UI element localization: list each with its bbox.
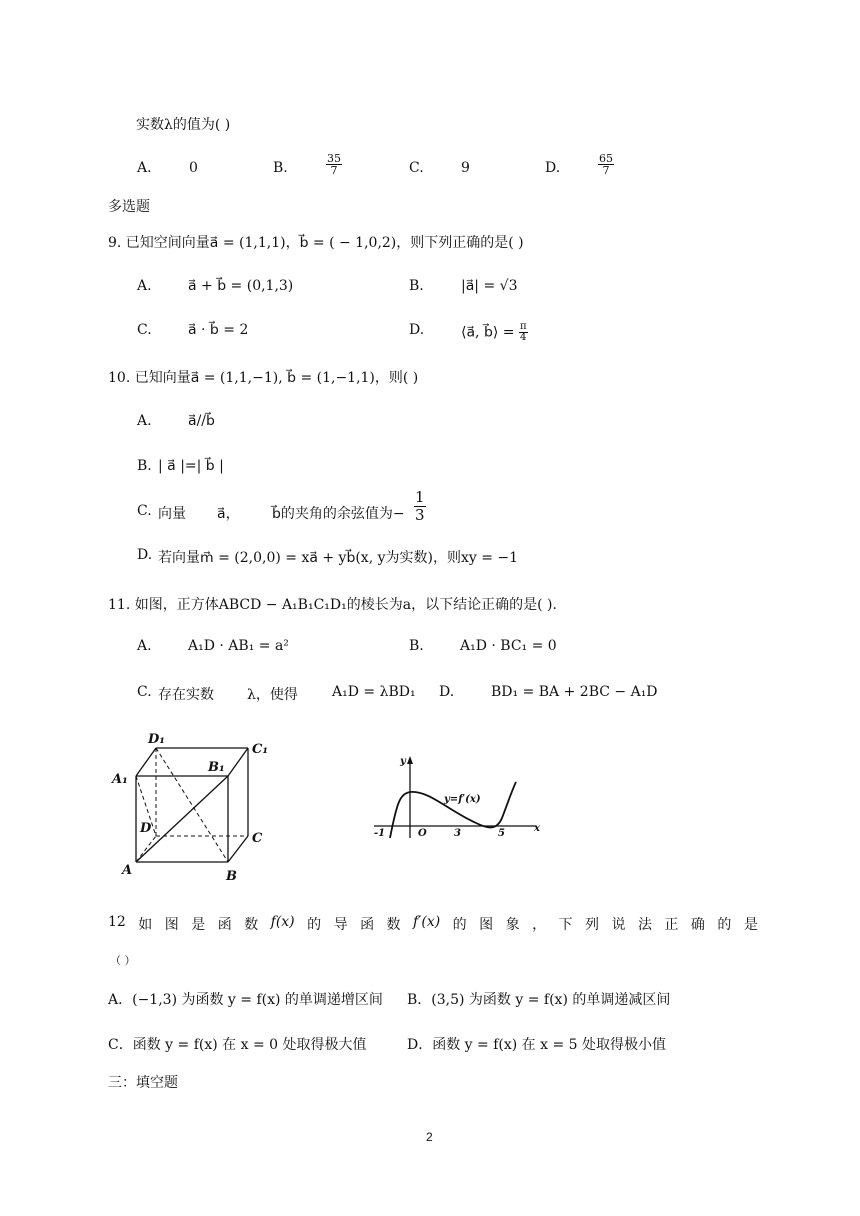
cube-label-c: C <box>252 831 263 846</box>
q12-stem-part: 的 <box>307 917 322 933</box>
graph-label-3: 3 <box>454 828 461 839</box>
derivative-graph <box>370 752 550 842</box>
q12-stem-part: 数 <box>244 917 259 933</box>
q11-option-b-label: B. <box>409 638 424 654</box>
q11-option-a-text: A₁D · AB₁ = a² <box>188 638 289 654</box>
q12-stem-part: 函 <box>360 917 375 933</box>
q12-stem-part: 的 <box>717 917 732 933</box>
q11-option-d-label: D. <box>439 684 455 700</box>
q12-stem-part: 确 <box>690 917 705 933</box>
q9-d-angle: ⟨a⃗, b⃗⟩ = <box>461 324 515 341</box>
q8-option-c-value: 9 <box>461 160 470 176</box>
q10-stem: 10. 已知向量a⃗ = (1,1,−1), b⃗ = (1,−1,1)，则( ) <box>108 370 419 386</box>
q12-option-a: A．(−1,3) 为函数 y = f(x) 的单调递增区间 <box>108 992 383 1008</box>
q10-option-d-text: 若向量m⃗ = (2,0,0) = xa⃗ + yb⃗(x, y为实数)，则xy = −1 <box>158 550 519 566</box>
q11-stem: 11. 如图，正方体ABCD − A₁B₁C₁D₁的棱长为a，以下结论正确的是( ). <box>108 597 557 613</box>
graph-label-x: x <box>534 823 540 834</box>
q8-stem-tail: 实数λ的值为( ) <box>136 117 231 133</box>
q10-option-d-label: D. <box>137 547 153 563</box>
q9-d-denominator: 4 <box>520 332 527 343</box>
q11-option-c-text1: 存在实数 <box>158 687 214 703</box>
q9-option-a-label: A. <box>137 278 152 294</box>
cube-label-a1: A₁ <box>112 772 128 787</box>
q8-option-b-fraction <box>326 153 342 176</box>
q12-stem <box>108 914 758 934</box>
y-axis-arrow <box>407 756 413 764</box>
cube-label-b1: B₁ <box>208 760 225 775</box>
page-number: 2 <box>426 1130 433 1144</box>
q8-d-numerator: 65 <box>599 152 613 165</box>
q10-option-c-label: C. <box>137 503 152 519</box>
q11-option-d-text: BD₁ = BA + 2BC − A₁D <box>491 684 658 700</box>
q10-c-fraction <box>414 489 426 524</box>
q8-b-numerator: 35 <box>327 152 341 165</box>
q8-option-b-label: B. <box>273 160 288 176</box>
cube-label-d1: D₁ <box>148 732 165 747</box>
q12-stem-part: 下 <box>558 917 573 933</box>
q9-option-c-label: C. <box>137 322 152 338</box>
q10-option-b-text: | a⃗ |=| b⃗ | <box>158 458 224 474</box>
q8-option-a-label: A. <box>137 160 152 176</box>
q11-option-c-text3: A₁D = λBD₁ <box>332 684 416 700</box>
cube-figure <box>108 726 288 886</box>
q12-stem-part: 的 <box>452 917 467 933</box>
q9-option-a-text: a⃗ + b⃗ = (0,1,3) <box>188 278 294 294</box>
q9-option-b-label: B. <box>409 278 424 294</box>
q10-option-a-text: a⃗//b⃗ <box>188 413 215 429</box>
q12-stem-part: 象 <box>505 917 520 933</box>
q8-option-d-label: D. <box>545 160 561 176</box>
graph-label-origin: O <box>418 828 427 839</box>
q9-option-d-text <box>461 322 528 343</box>
q12-stem-part: f(x) <box>270 914 295 930</box>
q12-stem-part: 导 <box>333 917 348 933</box>
graph-label-5: 5 <box>498 828 505 839</box>
q12-stem-part: 图 <box>164 917 179 933</box>
cube-label-a: A <box>122 863 133 878</box>
q12-stem-part: ， <box>532 917 547 933</box>
q8-option-a-value: 0 <box>189 160 198 176</box>
q10-option-c-text1: 向量 <box>158 506 186 522</box>
q12-stem-part: 是 <box>191 917 206 933</box>
graph-label-y: y <box>400 756 406 767</box>
q10-option-c-text2: a⃗， <box>217 506 240 522</box>
section-fill-in: 三：填空题 <box>108 1075 178 1091</box>
q8-b-denominator: 7 <box>330 164 338 177</box>
q9-stem: 9. 已知空间向量a⃗ = (1,1,1)，b⃗ = ( − 1,0,2)，则下列正确的是( ) <box>108 235 524 251</box>
cube-label-d: D <box>140 821 152 836</box>
q11-option-a-label: A. <box>137 638 152 654</box>
q9-d-numerator: π <box>519 321 527 332</box>
q12-stem-part: 正 <box>664 917 679 933</box>
q12-stem-part: 图 <box>479 917 494 933</box>
q8-d-denominator: 7 <box>602 164 610 177</box>
q12-stem-part: 函 <box>217 917 232 933</box>
q12-stem-part: 12 <box>108 914 126 930</box>
q10-option-a-label: A. <box>137 413 152 429</box>
q10-c-numerator: 1 <box>415 488 425 506</box>
q12-stem-part: f′(x) <box>413 914 441 930</box>
q8-option-d-fraction <box>598 153 614 176</box>
q12-option-d: D．函数 y = f(x) 在 x = 5 处取得极小值 <box>407 1037 666 1053</box>
q9-option-b-text: |a⃗| = √3 <box>461 278 518 294</box>
q12-stem-part: 是 <box>743 917 758 933</box>
q10-option-b-label: B. <box>137 458 152 474</box>
graph-label-fn: y=f′(x) <box>444 794 481 805</box>
q12-stem-part: 说 <box>611 917 626 933</box>
q10-c-denominator: 3 <box>415 506 425 524</box>
q12-stem-part: 如 <box>138 917 153 933</box>
q11-option-c-label: C. <box>137 684 152 700</box>
q11-option-c-text2: λ，使得 <box>247 687 298 703</box>
q10-option-c-text3: b⃗的夹角的余弦值为− <box>272 506 405 522</box>
section-multi-choice: 多选题 <box>108 199 150 215</box>
q9-option-d-label: D. <box>409 322 425 338</box>
cube-label-c1: C₁ <box>252 742 269 757</box>
graph-label-minus1: -1 <box>374 828 386 839</box>
q12-option-b: B．(3,5) 为函数 y = f(x) 的单调递减区间 <box>407 992 671 1008</box>
q12-stem-part: 数 <box>386 917 401 933</box>
q12-stem-part: 列 <box>585 917 599 933</box>
q12-stem-part: 法 <box>637 917 652 933</box>
q9-option-c-text: a⃗ · b⃗ = 2 <box>188 322 249 338</box>
q12-option-c: C．函数 y = f(x) 在 x = 0 处取得极大值 <box>108 1037 367 1053</box>
q8-option-c-label: C. <box>409 160 424 176</box>
q11-option-b-text: A₁D · BC₁ = 0 <box>460 638 557 654</box>
q12-paren: （ ） <box>110 954 136 967</box>
cube-label-b: B <box>226 869 237 884</box>
